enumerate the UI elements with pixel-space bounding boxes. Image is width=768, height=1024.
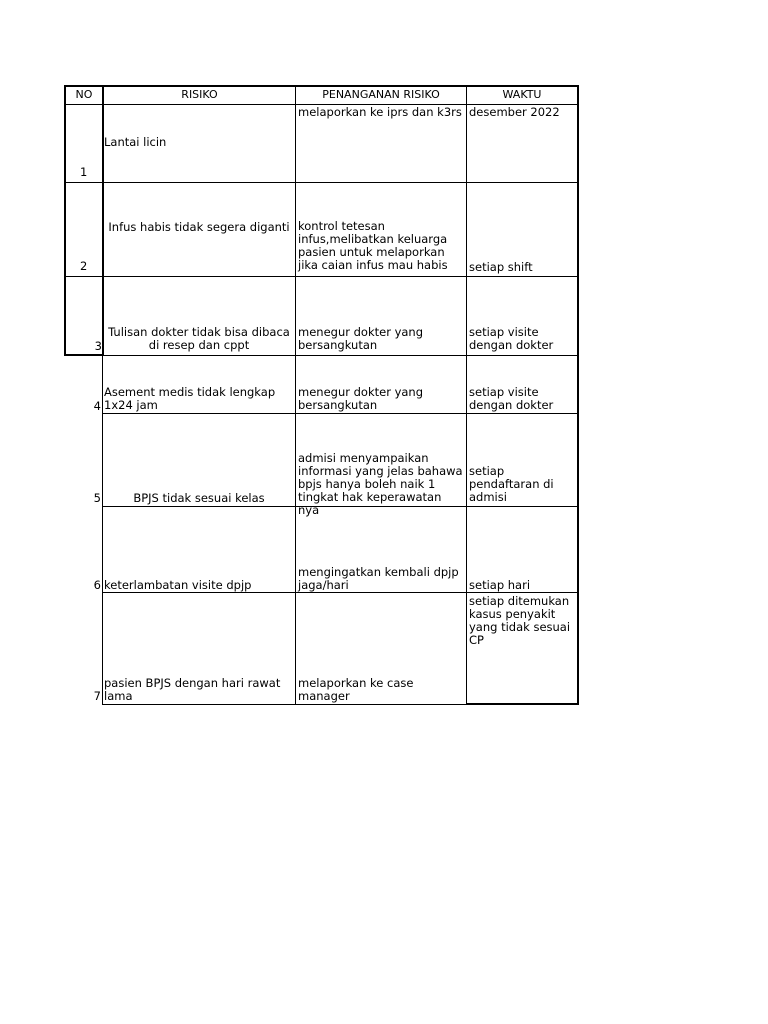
row2-risiko: Infus habis tidak segera diganti [108, 220, 290, 234]
row1-penanganan: melaporkan ke iprs dan k3rs [298, 105, 462, 119]
row7-penanganan: melaporkan ke case manager [298, 676, 414, 703]
header-waktu: WAKTU [502, 88, 542, 101]
row3-no: 3 [94, 339, 102, 353]
row3-penanganan: menegur dokter yang bersangkutan [298, 325, 424, 352]
row4-bottom [102, 413, 579, 414]
row5-no: 5 [93, 491, 101, 505]
row7-waktu: setiap ditemukan kasus penyakit yang tidak sesuai CP [469, 594, 571, 647]
row6-no: 6 [93, 578, 101, 592]
row6-waktu: setiap hari [469, 578, 531, 592]
row2-no: 2 [80, 259, 88, 273]
row1-bottom [64, 182, 579, 183]
row4-risiko: Asement medis tidak lengkap 1x24 jam [104, 385, 276, 412]
row7-waktu-bottom [466, 703, 579, 705]
row1-no: 1 [80, 165, 88, 179]
row4-waktu: setiap visite dengan dokter [469, 385, 554, 412]
row6-bottom [102, 592, 579, 593]
col-penanganan-border [466, 85, 467, 705]
row1-risiko: Lantai licin [104, 135, 167, 149]
row3-waktu: setiap visite dengan dokter [469, 325, 554, 352]
row3-bottom-thick [64, 354, 103, 356]
row5-risiko: BPJS tidak sesuai kelas [133, 491, 265, 505]
row2-bottom [64, 276, 579, 277]
row5-waktu: setiap pendaftaran di admisi [469, 464, 554, 504]
row7-no: 7 [93, 689, 101, 703]
row6-penanganan: mengingatkan kembali dpjp jaga/hari [298, 565, 459, 592]
row4-no: 4 [93, 399, 101, 413]
row2-penanganan: kontrol tetesan infus,melibatkan keluarga pasien untuk melaporkan jika caian infus mau habis [298, 219, 448, 272]
col-no-border-lower [102, 356, 103, 705]
row4-penanganan: menegur dokter yang bersangkutan [298, 385, 424, 412]
row6-risiko: keterlambatan visite dpjp [104, 578, 252, 592]
col-left-border [64, 85, 66, 356]
row3-bottom [64, 355, 579, 356]
row7-risiko: pasien BPJS dengan hari rawat lama [104, 676, 281, 703]
col-right-border [577, 85, 579, 705]
col-risiko-border [295, 85, 296, 705]
row5-penanganan: admisi menyampaikan informasi yang jelas bahawa bpjs hanya boleh naik 1 tingkat hak keperawatan nya [298, 451, 463, 517]
row3-risiko: Tulisan dokter tidak bisa dibaca di resep dan cppt [108, 325, 290, 352]
header-risiko: RISIKO [181, 88, 218, 101]
header-penanganan-risiko: PENANGANAN RISIKO [322, 88, 440, 101]
row7-bottom [102, 704, 467, 705]
row2-waktu: setiap shift [469, 260, 533, 274]
row1-waktu: desember 2022 [469, 105, 560, 119]
header-no: NO [75, 88, 93, 101]
